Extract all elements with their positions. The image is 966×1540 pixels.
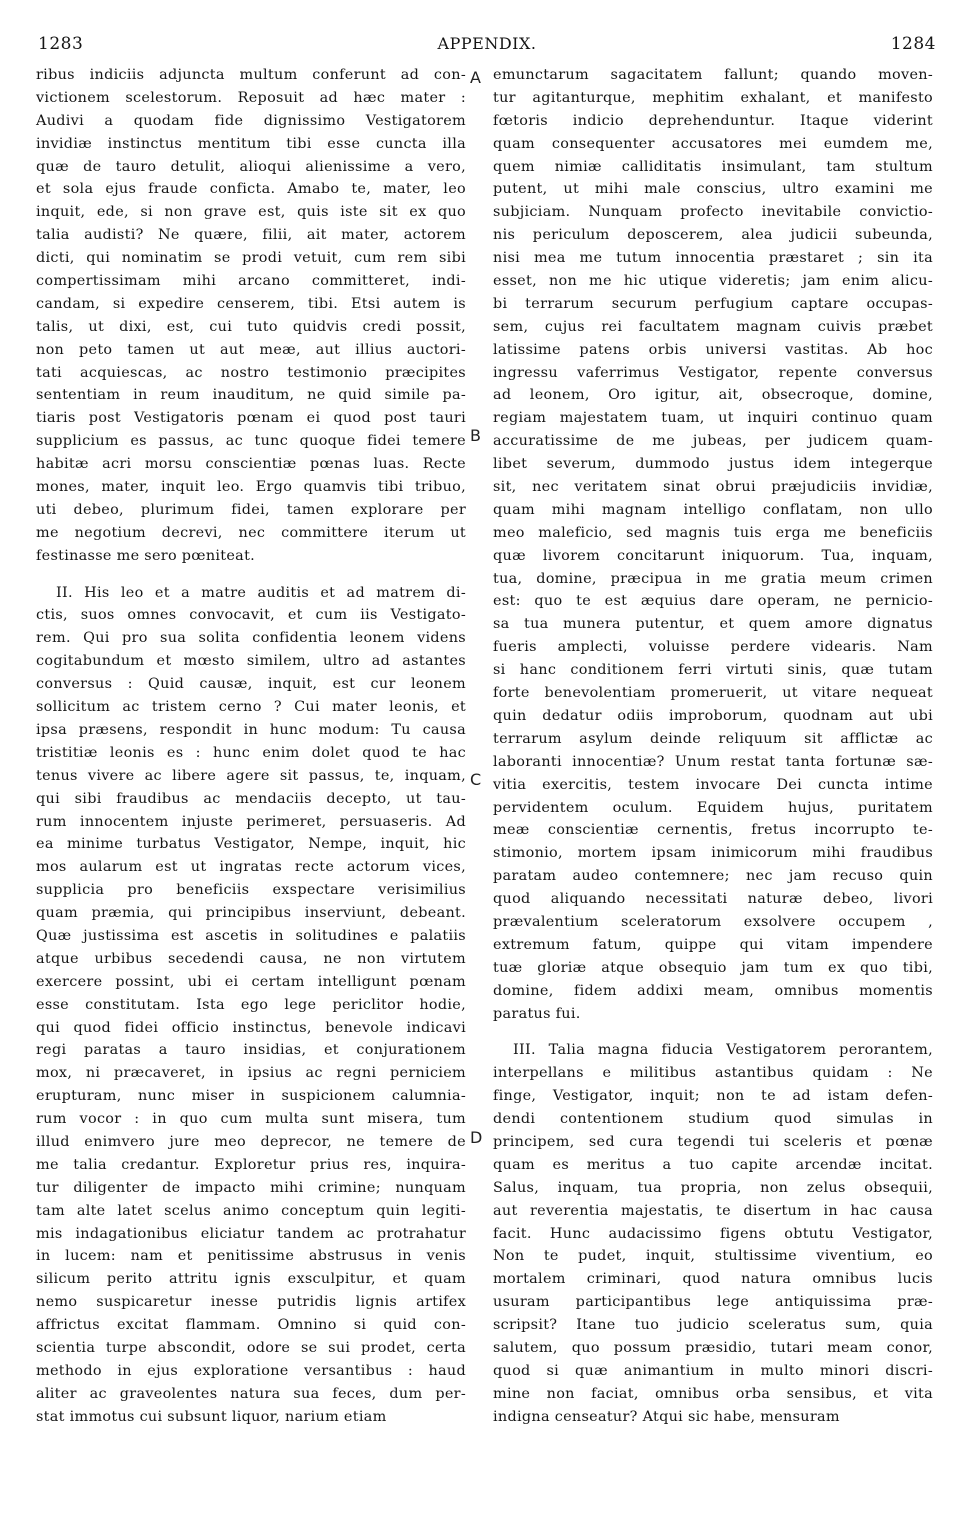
right-column-text-line: forte benevolentiam promeruerit, ut vitare nequeat (493, 685, 933, 702)
right-column-text-line: ad leonem, Oro igitur, ait, obsecroque, domine, (493, 387, 933, 404)
left-column-text-line: aliter ac graveolentes natura sua feces, dum per- (36, 1385, 466, 1402)
left-column-text-line: tur diligenter de impacto mihi crimine; nunquam (36, 1179, 466, 1196)
right-column-text-line: dendi contentionem studium quod simulas in (493, 1111, 933, 1128)
left-column-text-line: qui quod fidei officio instinctus, benevole indicavi (36, 1019, 466, 1036)
left-column-text-line: sententiam in reum inauditum, ne quid simile pa- (36, 387, 466, 404)
right-column-text-line: sem, cujus rei facultatem magnam cuivis præbet (493, 318, 933, 335)
right-column-text-line: interpellans e militibus astantibus quidam : Ne (493, 1065, 933, 1082)
right-column-text-line: quam mihi magnam intelligo conflatam, non ullo (493, 501, 933, 518)
left-column-text-line: mos aularum est ut ingratas recte actorum vices, (36, 859, 466, 876)
left-column-text-line: conversus : Quid causæ, inquit, est cur leonem (36, 676, 466, 693)
left-column-text-line: dicti, qui nominatim se prodi vetuit, cum rem sibi (36, 250, 466, 267)
left-column-text-line: ipsa præsens, respondit in hunc modum: Tu causa (36, 721, 466, 738)
right-column-text-line: stimonio, mortem ipsam inimicorum mihi fraudibus (493, 845, 933, 862)
right-column-text-line: fœtoris indicio deprehenduntur. Itaque viderint (493, 112, 933, 129)
left-column-text-line: exercere possint, ubi ei certam intelligunt pœnam (36, 973, 466, 990)
right-column-text-line: emunctarum sagacitatem fallunt; quando moven- (493, 67, 933, 83)
left-column-text-line: uti debeo, plurimum fidei, tamen explorare per (36, 501, 466, 518)
left-column-text-line: tam alte latet scelus animo conceptum quin legiti- (36, 1202, 466, 1219)
right-column-text-line: ingressu vaferrimus Vestigator, repente conversus (493, 364, 933, 381)
left-column-text-line: stat immotus cui subsunt liquor, narium etiam (36, 1408, 387, 1425)
section-marker-c: C (470, 770, 482, 789)
right-column-text-line: vitia exercitis, testem invocare Dei cuncta intime (493, 776, 933, 793)
left-column-text-line: illud enimvero jure meo deprecor, ne temere de (36, 1133, 466, 1150)
right-column (493, 64, 933, 1429)
right-column-text-line: paratam audeo contemnere; nec jam recuso quin (493, 868, 933, 885)
left-column-text-line: tenus vivere ac libere agere sit passus, te, inquam, (36, 767, 466, 784)
left-column-text-line: me negotium decrevi, nec committere iterum ut (36, 524, 466, 541)
right-column-text-line: Non te pudet, inquit, stultissime viventium, eo (493, 1248, 933, 1265)
left-column-text-line: in lucem: nam et penitissime abstrusus in venis (36, 1248, 466, 1265)
left-column-text-line: habitæ acri morsu conscientiæ pœnas luas. Recte (36, 456, 466, 473)
left-column-text-line: nemo suspicaretur inesse putridis lignis artifex (36, 1294, 466, 1311)
right-column-text-line: mine non faciat, omnibus orba sensibus, et vita (493, 1385, 933, 1402)
left-column-text-line: erupturam, nunc miser in suspicionem calumnia- (36, 1088, 466, 1105)
right-column-text-line: quod aliquando necessitati naturæ debeo, livori (493, 891, 933, 908)
left-column-text-line: quæ de tauro detulit, alioqui alienissime a vero, (36, 158, 466, 175)
left-column-text-line: talia audisti? Ne quære, filii, ait mater, actorem (36, 227, 466, 244)
section-marker-b: B (470, 426, 481, 445)
left-column-text-line: atque urbibus secedendi causa, ne non virtutem (36, 950, 466, 967)
right-column-text-line: accuratissime de me jubeas, per judicem quam- (493, 433, 933, 450)
left-column-text-line: supplicia pro beneficiis exspectare verisimilius (36, 882, 466, 899)
left-column-text-line: non peto tamen ut aut meæ, aut illius auctori- (36, 341, 466, 358)
left-column-text-line: rum vocor : in quo cum multa sunt misera, tum (36, 1111, 466, 1128)
right-column-text-line: nisi mea me tutum innocentia præstaret ; sin ita (493, 250, 933, 267)
right-column-text-line: bi terrarum securum perfugium captare occupas- (493, 295, 933, 312)
right-column-text-line: scripsit? Itane tuo judicio sceleratus sum, quia (493, 1317, 933, 1334)
right-column-text-line: latissime patens orbis universi vastitas. Ab hoc (493, 341, 933, 358)
right-column-text-line: sa tua munera putentur, et quem amore dignatus (493, 616, 933, 633)
paragraph-gap (36, 568, 466, 582)
right-column-text-line: principem, sed cura tegendi tui sceleris et pœnæ (493, 1133, 933, 1150)
right-column-text-line: tua, domine, præcipua in me gratia meum crimen (493, 570, 933, 587)
right-column-text-line: finge, Vestigator, inquit; non te ad istam defen- (493, 1088, 933, 1105)
right-column-text-line: extremum fatum, quippe qui vitam impendere (493, 936, 933, 953)
right-column-text-line: pervidentem oculum. Equidem hujus, puritatem (493, 799, 933, 816)
left-column-text-line: festinasse me sero pœniteat. (36, 547, 256, 564)
section-marker-d: D (470, 1128, 483, 1147)
right-column-text-line: meæ conscientiæ cernentis, fretus incorrupto te- (493, 822, 933, 839)
left-column-text-line: tati acquiescas, ac nostro testimonio præcipites (36, 364, 466, 381)
left-column-text-line: quam præmia, qui principibus inserviunt, debeant. (36, 905, 466, 922)
right-column-text-line: est: quo te est æquius dare operam, ne pernicio- (493, 593, 933, 610)
left-column-text-line: sollicitum ac tristem cerno ? Cui mater leonis, et (36, 699, 466, 716)
running-title: APPENDIX. (437, 34, 537, 53)
left-column-text-line: victionem scelestorum. Reposuit ad hæc mater : (36, 89, 466, 106)
left-column-text-line: invidiæ instinctus mentitum tibi esse cuncta illa (36, 135, 466, 152)
left-column-text-line: mones, mater, inquit leo. Ergo quamvis tibi tribuo, (36, 479, 466, 496)
left-column-text-line: mis indagationibus eliciatur tandem ac protrahatur (36, 1225, 466, 1242)
right-column-text-line: meo maleficio, sed magnis tuis erga me beneficiis (493, 524, 933, 541)
right-column-text-line: libet severum, dummodo justus idem integerque (493, 456, 933, 473)
right-column-text-line: usuram participantibus lege antiquissima præ- (493, 1294, 933, 1311)
left-column-text-line: candam, si expedire censerem, tibi. Etsi autem is (36, 295, 466, 312)
left-column (36, 64, 466, 1429)
left-column-text-line: Quæ justissima est ascetis in solitudines e palatiis (36, 927, 466, 944)
left-column-text-line: ea minime turbatus Vestigator, Nempe, inquit, hic (36, 836, 466, 853)
right-column-text-line: laboranti innocentiæ? Unum restat tanta fortunæ sæ- (493, 753, 933, 770)
left-column-text-line: affrictus excitat flammam. Omnino si quid con- (36, 1317, 466, 1334)
right-column-text-line: terrarum asylum deinde reliquum sit afflictæ ac (493, 730, 933, 747)
right-column-text-line: tuæ gloriæ atque obsequio jam tum ex quo tibi, (493, 959, 933, 976)
right-column-text-line: esset, non me hic utique videretis; jam enim alicu- (493, 273, 933, 290)
right-column-text-line: subjiciam. Nunquam profecto inevitabile convictio- (493, 204, 933, 221)
left-column-text-line: compertissimam mihi arcano committeret, indi- (36, 273, 466, 290)
right-column-text-line: si hanc conditionem ferri virtuti sinis, quæ tutam (493, 662, 933, 679)
left-column-text-line: rem. Qui pro sua solita confidentia leonem videns (36, 630, 466, 647)
right-column-text-line: fueris amplecti, voluisse perdere videaris. Nam (493, 639, 933, 656)
page-number-left: 1283 (38, 34, 84, 54)
right-column-text-line: quod si quæ animantium in multo minori discri- (493, 1362, 933, 1379)
right-column-text-line: putent, ut mihi male conscius, ultro examini me (493, 181, 933, 198)
right-column-text-line: domine, fidem addixi meam, omnibus momentis (493, 982, 933, 999)
left-column-text-line: II. His leo et a matre auditis et ad matrem di- (56, 584, 466, 601)
right-column-text-line: paratus fui. (493, 1005, 581, 1022)
left-column-text-line: inquit, ede, si non grave est, quis iste sit ex quo (36, 204, 466, 221)
right-column-text-line: tur agitanturque, mephitim exhalant, et manifesto (493, 89, 933, 106)
right-column-text-line: quin dedatur odiis improborum, quodnam aut ubi (493, 707, 933, 724)
right-column-text-line: regiam majestatem tuam, ut inquiri continuo quam (493, 410, 933, 427)
left-column-text-line: rum innocentem injuste perimeret, persuaseris. Ad (36, 813, 466, 830)
left-column-text-line: ribus indiciis adjuncta multum conferunt ad con- (36, 67, 466, 83)
section-marker-a: A (470, 68, 481, 87)
right-column-text-line: quam consequenter accusatores mei eumdem me, (493, 135, 933, 152)
right-column-text-line: quem nimiæ calliditatis insimulant, tam stultum (493, 158, 933, 175)
right-column-text-line: prævalentium sceleratorum exsolvere occupem , (493, 913, 933, 930)
right-column-text-line: Salus, inquam, tua propria, non zelus obsequii, (493, 1179, 933, 1196)
left-column-text-line: esse constitutam. Ista ego lege periclitor hodie, (36, 996, 466, 1013)
page-number-right: 1284 (890, 34, 936, 54)
left-column-text-line: supplicium es passus, ac tunc quoque fidei temere (36, 433, 466, 450)
left-column-text-line: tiaris post Vestigatoris pœnam ei quod post tauri (36, 410, 466, 427)
left-column-text-line: silicum perito attritu ignis exsculpitur, et quam (36, 1271, 466, 1288)
right-column-text-line: III. Talia magna fiducia Vestigatorem perorantem, (513, 1042, 933, 1059)
left-column-text-line: tristitiæ leonis es : hunc enim dolet quod te hac (36, 744, 466, 761)
page-header (38, 34, 936, 62)
right-column-text-line: sit, nec veritatem sinat obrui præjudiciis invidiæ, (493, 479, 933, 496)
left-column-text-line: methodo in ejus exploratione versantibus : haud (36, 1362, 466, 1379)
right-column-text-line: nis periculum deposcerem, alea judicii subeunda, (493, 227, 933, 244)
right-column-text-line: quam es meritus a tuo capite arcendæ incitat. (493, 1156, 933, 1173)
right-column-text-line: mortalem criminari, quod natura omnibus lucis (493, 1271, 933, 1288)
paragraph-gap (493, 1025, 933, 1039)
left-column-text-line: talis, ut dixi, est, cui tuto quidvis credi possit, (36, 318, 466, 335)
left-column-text-line: Audivi a quodam fide dignissimo Vestigatorem (36, 112, 466, 129)
left-column-text-line: qui sibi fraudibus ac mendaciis decepto, ut tau- (36, 790, 466, 807)
right-column-text-line: facit. Hunc audacissimo figens obtutu Vestigator, (493, 1225, 933, 1242)
right-column-text-line: aut reverentia majestatis, te disertum in hac causa (493, 1202, 933, 1219)
left-column-text-line: me talia credantur. Exploretur prius res, inquira- (36, 1156, 466, 1173)
right-column-text-line: indigna censeatur? Atqui sic habe, mensuram (493, 1408, 840, 1425)
left-column-text-line: mox, ni præcaveret, in ipsius ac regni perniciem (36, 1065, 466, 1082)
left-column-text-line: scientia turpe abscondit, odore se sui prodet, certa (36, 1339, 466, 1356)
left-column-text-line: regi paratas a tauro insidias, et conjurationem (36, 1042, 466, 1059)
right-column-text-line: quæ livorem concitarunt iniquorum. Tua, inquam, (493, 547, 933, 564)
left-column-text-line: ctis, suos omnes convocavit, et cum iis Vestigato- (36, 607, 466, 624)
right-column-text-line: salutem, quo possum præsidio, tutari meam conor, (493, 1339, 933, 1356)
left-column-text-line: et sola ejus fraude conficta. Amabo te, mater, leo (36, 181, 466, 198)
left-column-text-line: cogitabundum et mœsto similem, ultro ad astantes (36, 653, 466, 670)
